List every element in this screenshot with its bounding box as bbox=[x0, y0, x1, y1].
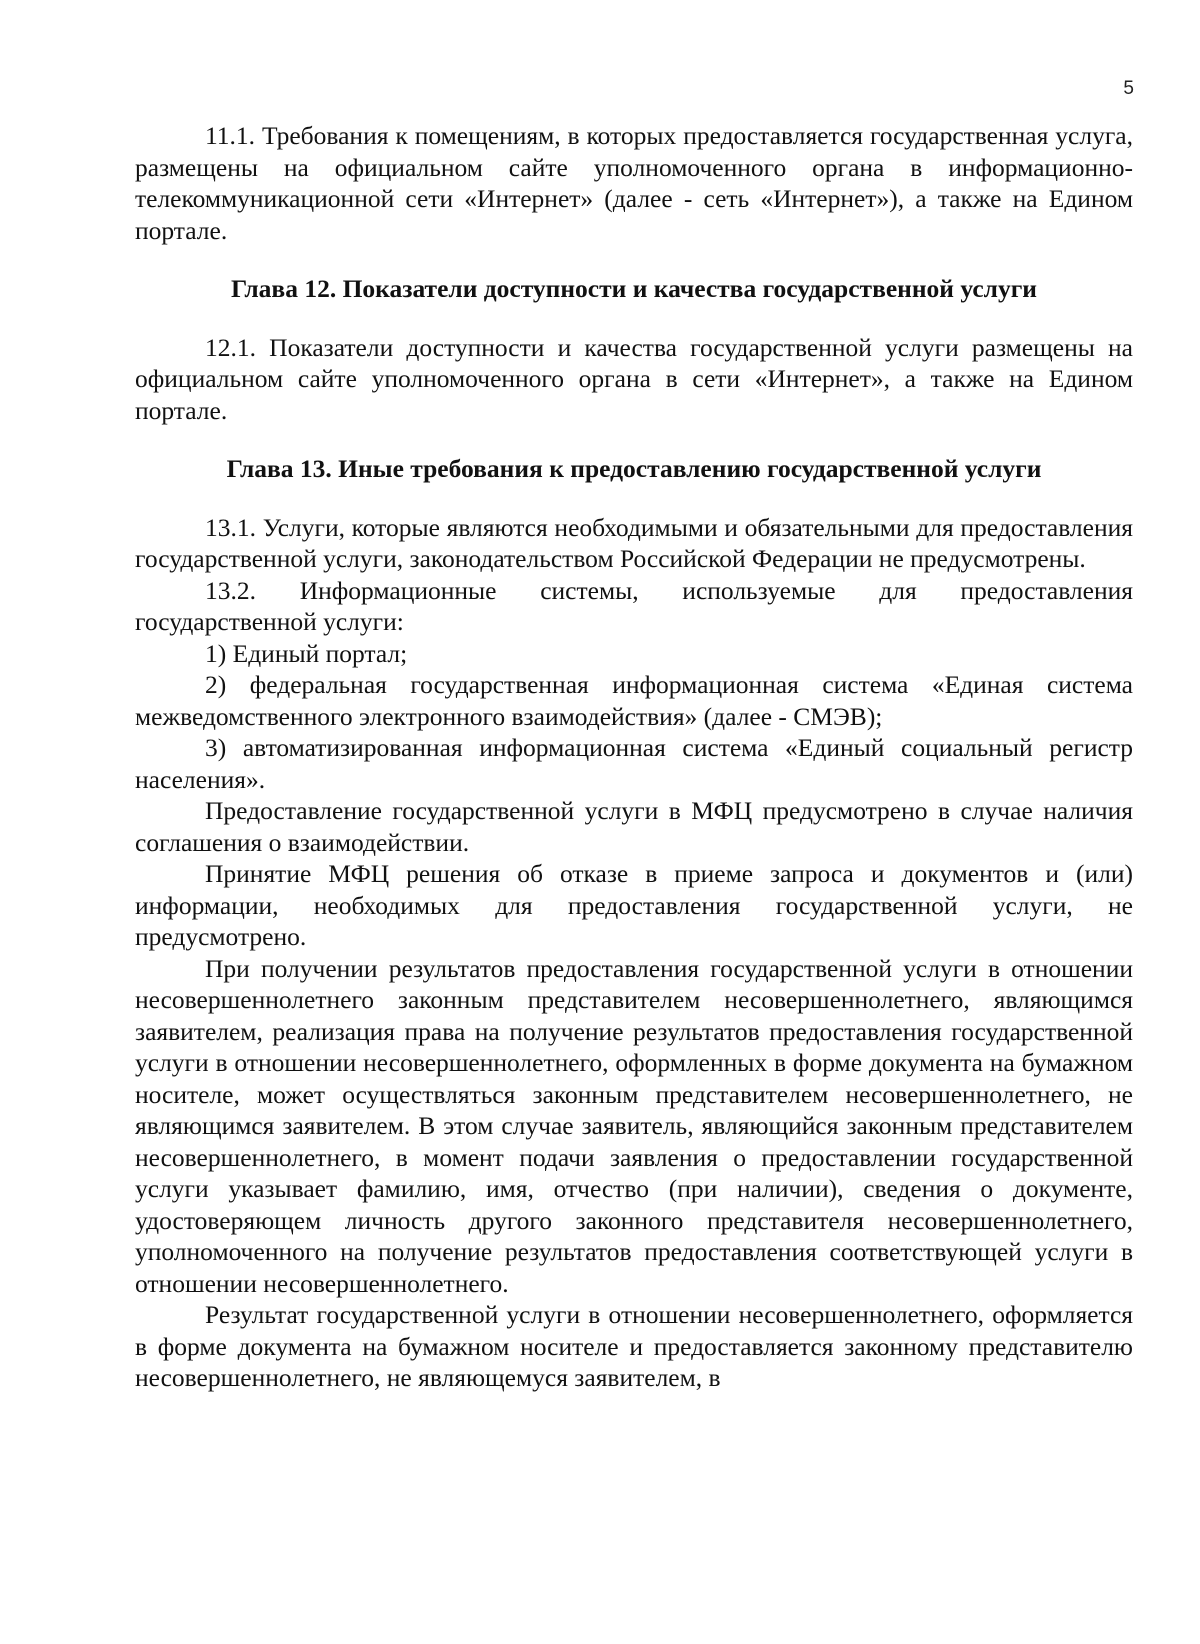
page-number: 5 bbox=[1123, 78, 1134, 99]
paragraph-12-1: 12.1. Показатели доступности и качества государственной услуги размещены на официальном сайте уполномоченного органа в сети «Интернет», а также на Едином портале. bbox=[135, 332, 1133, 425]
chapter-13-heading: Глава 13. Иные требования к предоставлению государственной услуги bbox=[226, 454, 1042, 483]
paragraph-11-1: 11.1. Требования к помещениям, в которых предоставляется государственная услуга, размещены на официальном сайте уполномоченного органа в информационно-телекоммуникационной сети «Интернет» (далее - сеть «Интернет»), а также на Едином портале. bbox=[135, 121, 1133, 245]
paragraph-minor-result-form: Результат государственной услуги в отношении несовершеннолетнего, оформляется в форме документа на бумажном носителе и предоставляется законному представителю несовершеннолетнего, не являющемуся заявителем, в bbox=[135, 1300, 1133, 1392]
chapter-12-heading: Глава 12. Показатели доступности и качества государственной услуги bbox=[231, 274, 1037, 303]
document-body bbox=[135, 120, 1133, 1394]
paragraph-minor-results: При получении результатов предоставления государственной услуги в отношении несовершеннолетнего законным представителем несовершеннолетнего, являющимся заявителем, реализация права на получение результатов предоставления государственной услуги в отношении несовершеннолетнего, оформленных в форме документа на бумажном носителе, может осуществляться законным представителем несовершеннолетнего, не являющимся заявителем. В этом случае заявитель, являющийся законным представителем несовершеннолетнего, в момент подачи заявления о предоставлении государственной услуги указывает фамилию, имя, отчество (при наличии), сведения о документе, удостоверяющем личность другого законного представителя несовершеннолетнего, уполномоченного на получение результатов предоставления соответствующей услуги в отношении несовершеннолетнего. bbox=[135, 953, 1133, 1298]
list-item-3: 3) автоматизированная информационная система «Единый социальный регистр населения». bbox=[135, 733, 1133, 794]
paragraph-13-1: 13.1. Услуги, которые являются необходимыми и обязательными для предоставления государственной услуги, законодательством Российской Федерации не предусмотрены. bbox=[135, 512, 1133, 573]
list-item-1: 1) Единый портал; bbox=[205, 638, 408, 668]
paragraph-13-2: 13.2. Информационные системы, используемые для предоставления государственной услуги: bbox=[135, 575, 1133, 636]
list-item-2: 2) федеральная государственная информационная система «Единая система межведомственного электронного взаимодействия» (далее - СМЭВ); bbox=[135, 670, 1133, 731]
paragraph-mfc-agreement: Предоставление государственной услуги в МФЦ предусмотрено в случае наличия соглашения о взаимодействии. bbox=[135, 796, 1133, 857]
paragraph-mfc-refusal: Принятие МФЦ решения об отказе в приеме запроса и документов и (или) информации, необходимых для предоставления государственной услуги, не предусмотрено. bbox=[135, 859, 1133, 951]
